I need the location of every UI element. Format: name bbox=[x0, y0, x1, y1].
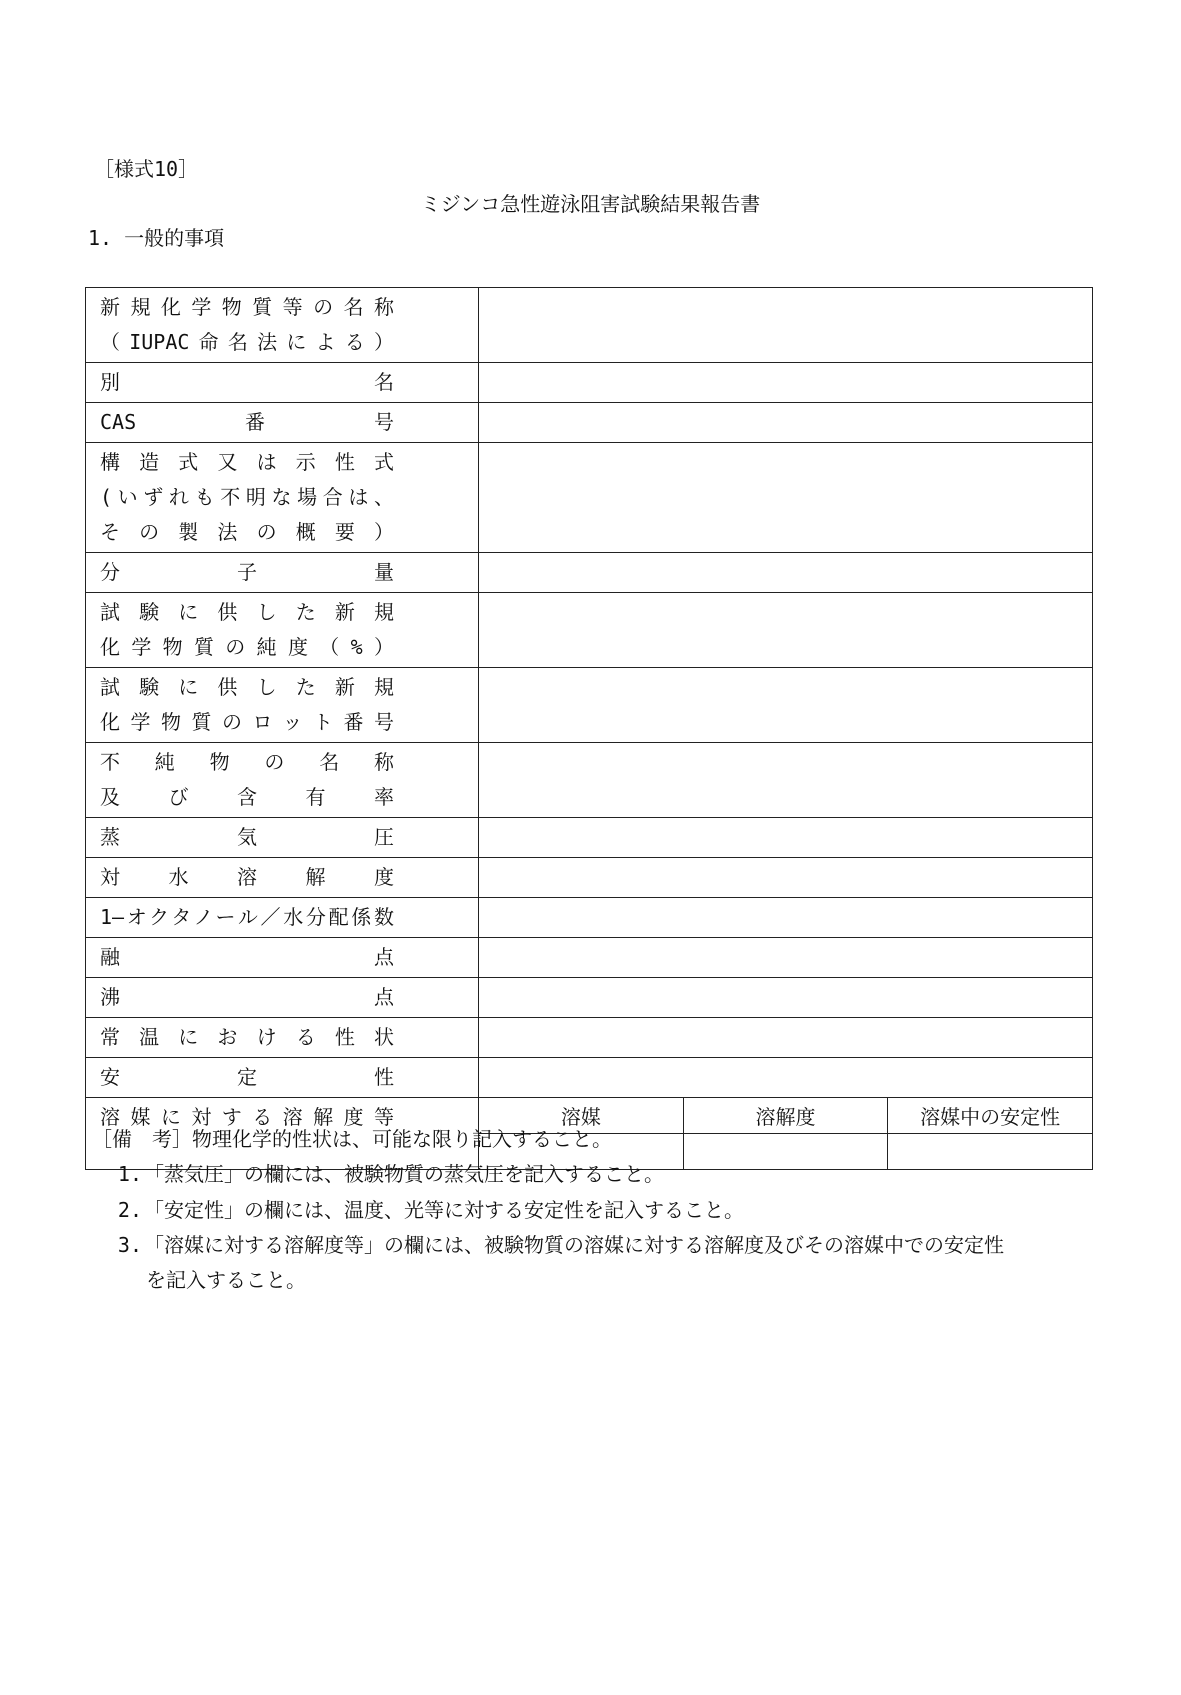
field-value-cell[interactable] bbox=[479, 858, 1093, 898]
remark-item: 3. 「溶媒に対する溶解度等」の欄には、被験物質の溶媒に対する溶解度及びその溶媒中での安定性 bbox=[117, 1232, 1004, 1257]
solvent-column-header: 溶解度 bbox=[683, 1098, 888, 1134]
table-row bbox=[86, 1058, 1093, 1098]
field-label bbox=[86, 978, 479, 1018]
field-value-cell[interactable] bbox=[479, 1058, 1093, 1098]
table-row bbox=[86, 818, 1093, 858]
field-value-cell[interactable] bbox=[479, 668, 1093, 743]
remarks bbox=[92, 1122, 1004, 1298]
field-label-line: 化学物質の純度（%） bbox=[100, 635, 394, 659]
field-label-line: (いずれも不明な場合は、 bbox=[100, 485, 394, 509]
field-label bbox=[86, 668, 479, 743]
remark-item: 1. 「蒸気圧」の欄には、被験物質の蒸気圧を記入すること。 bbox=[117, 1162, 664, 1187]
field-label-line: 試験に供した新規 bbox=[100, 675, 394, 699]
table-row bbox=[86, 1018, 1093, 1058]
table-row bbox=[86, 668, 1093, 743]
field-label bbox=[86, 403, 479, 443]
field-label-line: 蒸 気 圧 bbox=[100, 825, 394, 849]
table-row bbox=[86, 443, 1093, 553]
field-label-line: 別 名 bbox=[100, 370, 394, 394]
table-row bbox=[86, 288, 1093, 363]
field-label bbox=[86, 443, 479, 553]
field-label bbox=[86, 818, 479, 858]
field-label-line: 沸 点 bbox=[100, 985, 394, 1009]
field-label-line: 構造式又は示性式 bbox=[100, 450, 394, 474]
field-value-cell[interactable] bbox=[479, 898, 1093, 938]
table-row bbox=[86, 553, 1093, 593]
solvent-column-header: 溶媒中の安定性 bbox=[888, 1098, 1093, 1134]
field-label-line: 融 点 bbox=[100, 945, 394, 969]
field-value-cell[interactable] bbox=[479, 938, 1093, 978]
general-info-table bbox=[85, 287, 1093, 1170]
table-row bbox=[86, 978, 1093, 1018]
field-label-line: 試験に供した新規 bbox=[100, 600, 394, 624]
field-value-cell[interactable] bbox=[479, 363, 1093, 403]
document-title: ミジンコ急性遊泳阻害試験結果報告書 bbox=[420, 192, 761, 216]
table-row bbox=[86, 593, 1093, 668]
field-value-cell[interactable] bbox=[479, 818, 1093, 858]
form-number: ［様式10］ bbox=[94, 157, 199, 181]
field-label-line: 溶媒に対する溶解度等 bbox=[100, 1105, 394, 1129]
table-row bbox=[86, 743, 1093, 818]
table-row bbox=[86, 363, 1093, 403]
field-value-cell[interactable] bbox=[479, 288, 1093, 363]
field-label bbox=[86, 1058, 479, 1098]
field-value-cell[interactable] bbox=[479, 553, 1093, 593]
remark-item: 2. 「安定性」の欄には、温度、光等に対する安定性を記入すること。 bbox=[117, 1197, 744, 1222]
field-label bbox=[86, 363, 479, 403]
field-label-line: その製法の概要） bbox=[100, 520, 394, 544]
field-value-cell[interactable] bbox=[479, 443, 1093, 553]
table-row bbox=[86, 898, 1093, 938]
table-row bbox=[86, 403, 1093, 443]
field-value-cell[interactable] bbox=[479, 593, 1093, 668]
field-label bbox=[86, 938, 479, 978]
table-row bbox=[86, 858, 1093, 898]
field-label bbox=[86, 288, 479, 363]
remarks-intro: ［備 考］物理化学的性状は、可能な限り記入すること。 bbox=[92, 1127, 612, 1151]
table-row bbox=[86, 938, 1093, 978]
field-value-cell[interactable] bbox=[479, 403, 1093, 443]
field-label-line: 1―オクタノール／水分配係数 bbox=[100, 905, 394, 929]
field-value-cell[interactable] bbox=[479, 743, 1093, 818]
field-label-line: 及び含有率 bbox=[100, 785, 394, 809]
field-label-line: （IUPAC命名法による） bbox=[100, 330, 394, 354]
field-label bbox=[86, 553, 479, 593]
field-label bbox=[86, 858, 479, 898]
remark-continuation: を記入すること。 bbox=[146, 1268, 306, 1293]
field-label bbox=[86, 898, 479, 938]
field-label-line: 常温における性状 bbox=[100, 1025, 394, 1049]
field-label bbox=[86, 593, 479, 668]
field-label-line: 不純物の名称 bbox=[100, 750, 394, 774]
field-label bbox=[86, 743, 479, 818]
section-heading: 1. 一般的事項 bbox=[88, 226, 225, 250]
field-label-line: 対水溶解度 bbox=[100, 865, 394, 889]
field-value-cell[interactable] bbox=[479, 1018, 1093, 1058]
solvent-column-header: 溶媒 bbox=[479, 1098, 684, 1134]
field-value-cell[interactable] bbox=[479, 978, 1093, 1018]
field-label-line: 分 子 量 bbox=[100, 560, 394, 584]
field-label-line: 安 定 性 bbox=[100, 1065, 394, 1089]
field-label bbox=[86, 1018, 479, 1058]
field-label-line: 化学物質のロット番号 bbox=[100, 710, 394, 734]
field-label-line: CAS番号 bbox=[100, 410, 394, 434]
field-label-line: 新規化学物質等の名称 bbox=[100, 295, 394, 319]
